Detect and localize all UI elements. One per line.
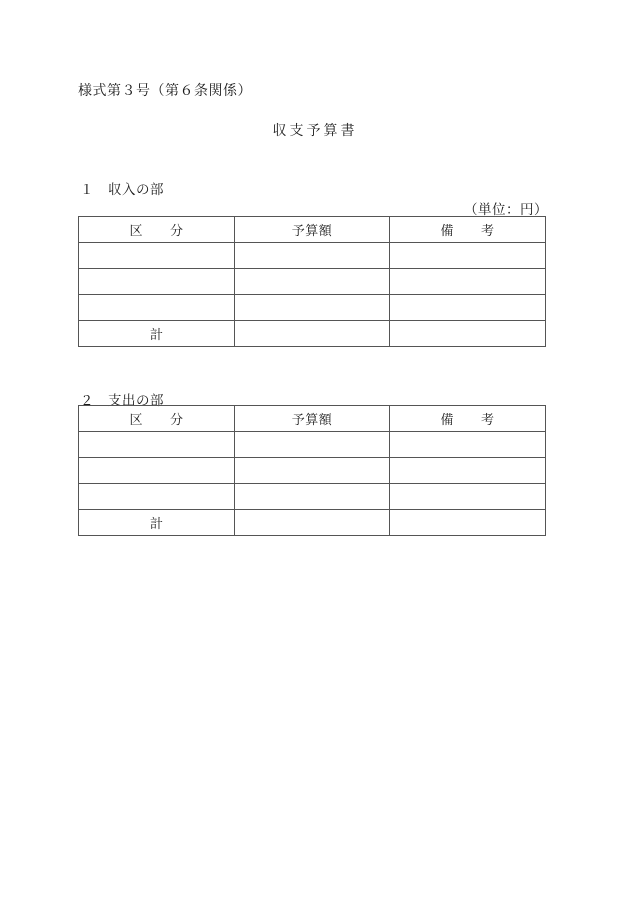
income-header-remarks: 備 考 — [390, 217, 546, 243]
table-row — [79, 243, 546, 269]
expense-cell-remarks[interactable] — [390, 432, 546, 458]
income-table — [78, 216, 546, 347]
table-row — [79, 269, 546, 295]
expense-table — [78, 405, 546, 536]
income-cell-category[interactable] — [79, 243, 235, 269]
income-total-remarks[interactable] — [390, 321, 546, 347]
income-total-budget[interactable] — [235, 321, 390, 347]
income-cell-category[interactable] — [79, 269, 235, 295]
income-cell-remarks[interactable] — [390, 269, 546, 295]
income-section-title: 収入の部 — [108, 182, 164, 198]
income-cell-budget[interactable] — [235, 269, 390, 295]
income-header-row — [79, 217, 546, 243]
table-row — [79, 484, 546, 510]
income-total-label: 計 — [79, 321, 235, 347]
income-cell-remarks[interactable] — [390, 243, 546, 269]
unit-note: （単位：円） — [464, 202, 548, 218]
expense-cell-budget[interactable] — [235, 458, 390, 484]
document-title: 収支予算書 — [272, 123, 358, 139]
form-number: 様式第３号（第６条関係） — [78, 83, 252, 99]
income-section-heading — [80, 178, 164, 198]
income-cell-remarks[interactable] — [390, 295, 546, 321]
income-header-budget: 予算額 — [235, 217, 390, 243]
expense-cell-category[interactable] — [79, 432, 235, 458]
expense-cell-remarks[interactable] — [390, 484, 546, 510]
expense-cell-budget[interactable] — [235, 484, 390, 510]
income-cell-budget[interactable] — [235, 295, 390, 321]
expense-cell-remarks[interactable] — [390, 458, 546, 484]
expense-cell-budget[interactable] — [235, 432, 390, 458]
expense-header-budget: 予算額 — [235, 406, 390, 432]
income-cell-budget[interactable] — [235, 243, 390, 269]
expense-total-label: 計 — [79, 510, 235, 536]
expense-cell-category[interactable] — [79, 484, 235, 510]
expense-section-title: 支出の部 — [108, 393, 164, 409]
table-row — [79, 458, 546, 484]
income-header-category: 区 分 — [79, 217, 235, 243]
table-row — [79, 295, 546, 321]
expense-total-row — [79, 510, 546, 536]
table-row — [79, 432, 546, 458]
expense-total-remarks[interactable] — [390, 510, 546, 536]
income-section-number: １ — [80, 182, 94, 198]
expense-total-budget[interactable] — [235, 510, 390, 536]
income-total-row — [79, 321, 546, 347]
expense-cell-category[interactable] — [79, 458, 235, 484]
expense-header-remarks: 備 考 — [390, 406, 546, 432]
expense-header-category: 区 分 — [79, 406, 235, 432]
income-cell-category[interactable] — [79, 295, 235, 321]
expense-header-row — [79, 406, 546, 432]
expense-section-number: ２ — [80, 393, 94, 409]
